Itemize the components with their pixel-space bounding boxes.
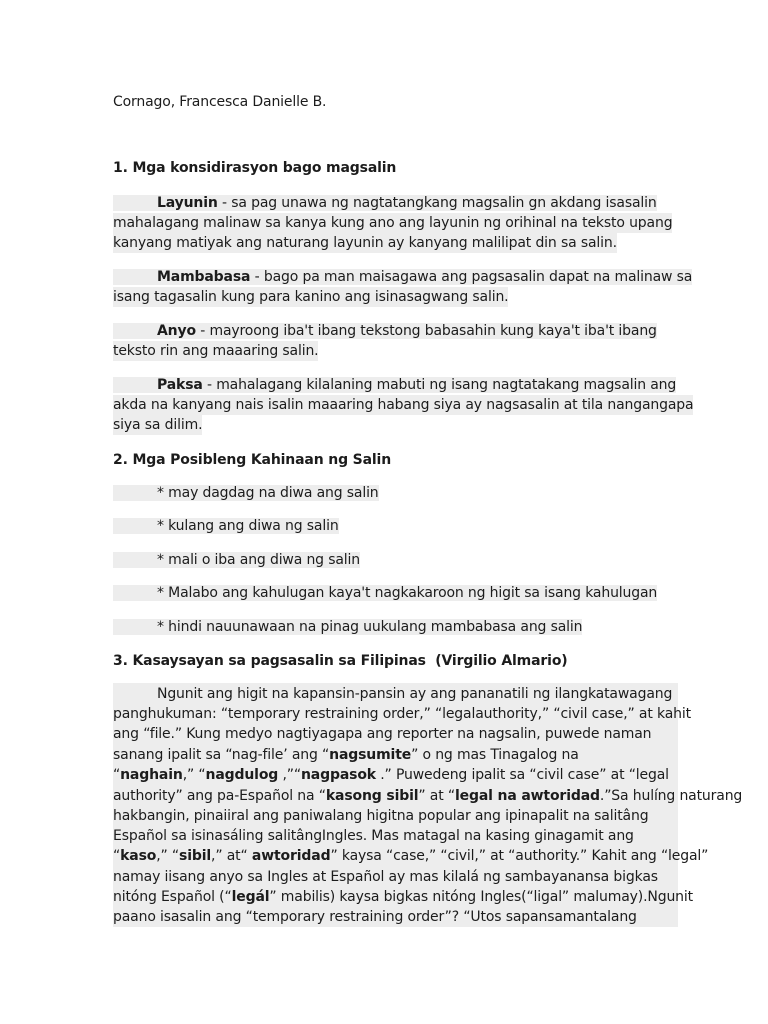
paragraph-line: isang tagasalin kung para kanino ang isinasagwang salin. [113, 289, 509, 305]
quote-line: authority” ang pa-Español na “kasong sibil” at “legal na awtoridad.”Sa hulíng naturang [113, 788, 743, 804]
quote-line: “kaso,” “sibil,” at“ awtoridad” kaysa “case,” “civil,” at “authority.” Kahit ang “legal” [113, 848, 709, 864]
quote-line: Ngunit ang higit na kapansin-pansin ay ang pananatili ng ilangkatawagang [157, 686, 673, 702]
quote-line: nitóng Español (“legál” mabilis) kaysa bigkas nitóng Ingles(“ligal” malumay).Ngunit [113, 889, 693, 905]
paragraph-line: mahalagang malinaw sa kanya kung ano ang layunin ng orihinal na teksto upang [113, 215, 673, 231]
paragraph-layunin: Layunin - sa pag unawa ng nagtatangkang magsalin gn akdang isasalin [113, 193, 657, 213]
list-item: * hindi nauunawaan na pinag uukulang mambabasa ang salin [113, 617, 582, 637]
list-item: * kulang ang diwa ng salin [113, 516, 339, 536]
paragraph-line: teksto rin ang maaaring salin. [113, 343, 319, 359]
section-2-heading: 2. Mga Posibleng Kahinaan ng Salin [113, 452, 392, 468]
paragraph-line: akda na kanyang nais isalin maaaring habang siya ay nagsasalin at tila nangangapa [113, 397, 694, 413]
quote-line: sanang ipalit sa “nag-file’ ang “nagsumite” o ng mas Tinagalog na [113, 747, 579, 763]
quote-line: ang “file.” Kung medyo nagtiyagapa ang reporter na nagsalin, puwede naman [113, 726, 652, 742]
term-anyo: Anyo [157, 323, 196, 339]
section-1-heading: 1. Mga konsidirasyon bago magsalin [113, 160, 397, 176]
quote-line: “naghain,” “nagdulog ,”“nagpasok .” Puwedeng ipalit sa “civil case” at “legal [113, 767, 669, 783]
quote-line: hakbangin, pinaiiral ang paniwalang higitna popular ang ipinapalit na salitâng [113, 808, 649, 824]
quote-line: paano isasalin ang “temporary restraining order”? “Utos sapansamantalang [113, 909, 637, 925]
list-item: * may dagdag na diwa ang salin [113, 483, 379, 503]
author-name: Cornago, Francesca Danielle B. [113, 94, 327, 110]
term-paksa: Paksa [157, 377, 203, 393]
quote-line: namay iisang anyo sa Ingles at Español ay mas kilalá ng sambayanansa bigkas [113, 869, 658, 885]
paragraph-mambabasa: Mambabasa - bago pa man maisagawa ang pagsasalin dapat na malinaw sa [113, 267, 692, 287]
section-3-heading: 3. Kasaysayan sa pagsasalin sa Filipinas (Virgilio Almario) [113, 653, 568, 669]
list-item: * mali o iba ang diwa ng salin [113, 550, 360, 570]
quote-line: panghukuman: “temporary restraining order,” “legalauthority,” “civil case,” at kahit [113, 706, 691, 722]
quote-line: Español sa isinasáling salitângIngles. Mas matagal na kasing ginagamit ang [113, 828, 634, 844]
paragraph-anyo: Anyo - mayroong iba't ibang tekstong babasahin kung kaya't iba't ibang [113, 321, 657, 341]
list-item: * Malabo ang kahulugan kaya't nagkakaroon ng higit sa isang kahulugan [113, 583, 657, 603]
paragraph-paksa: Paksa - mahalagang kilalaning mabuti ng isang nagtatakang magsalin ang [113, 375, 676, 395]
term-mambabasa: Mambabasa [157, 269, 251, 285]
term-layunin: Layunin [157, 195, 218, 211]
paragraph-line: siya sa dilim. [113, 417, 203, 433]
paragraph-line: kanyang matiyak ang naturang layunin ay kanyang malilipat din sa salin. [113, 235, 617, 251]
